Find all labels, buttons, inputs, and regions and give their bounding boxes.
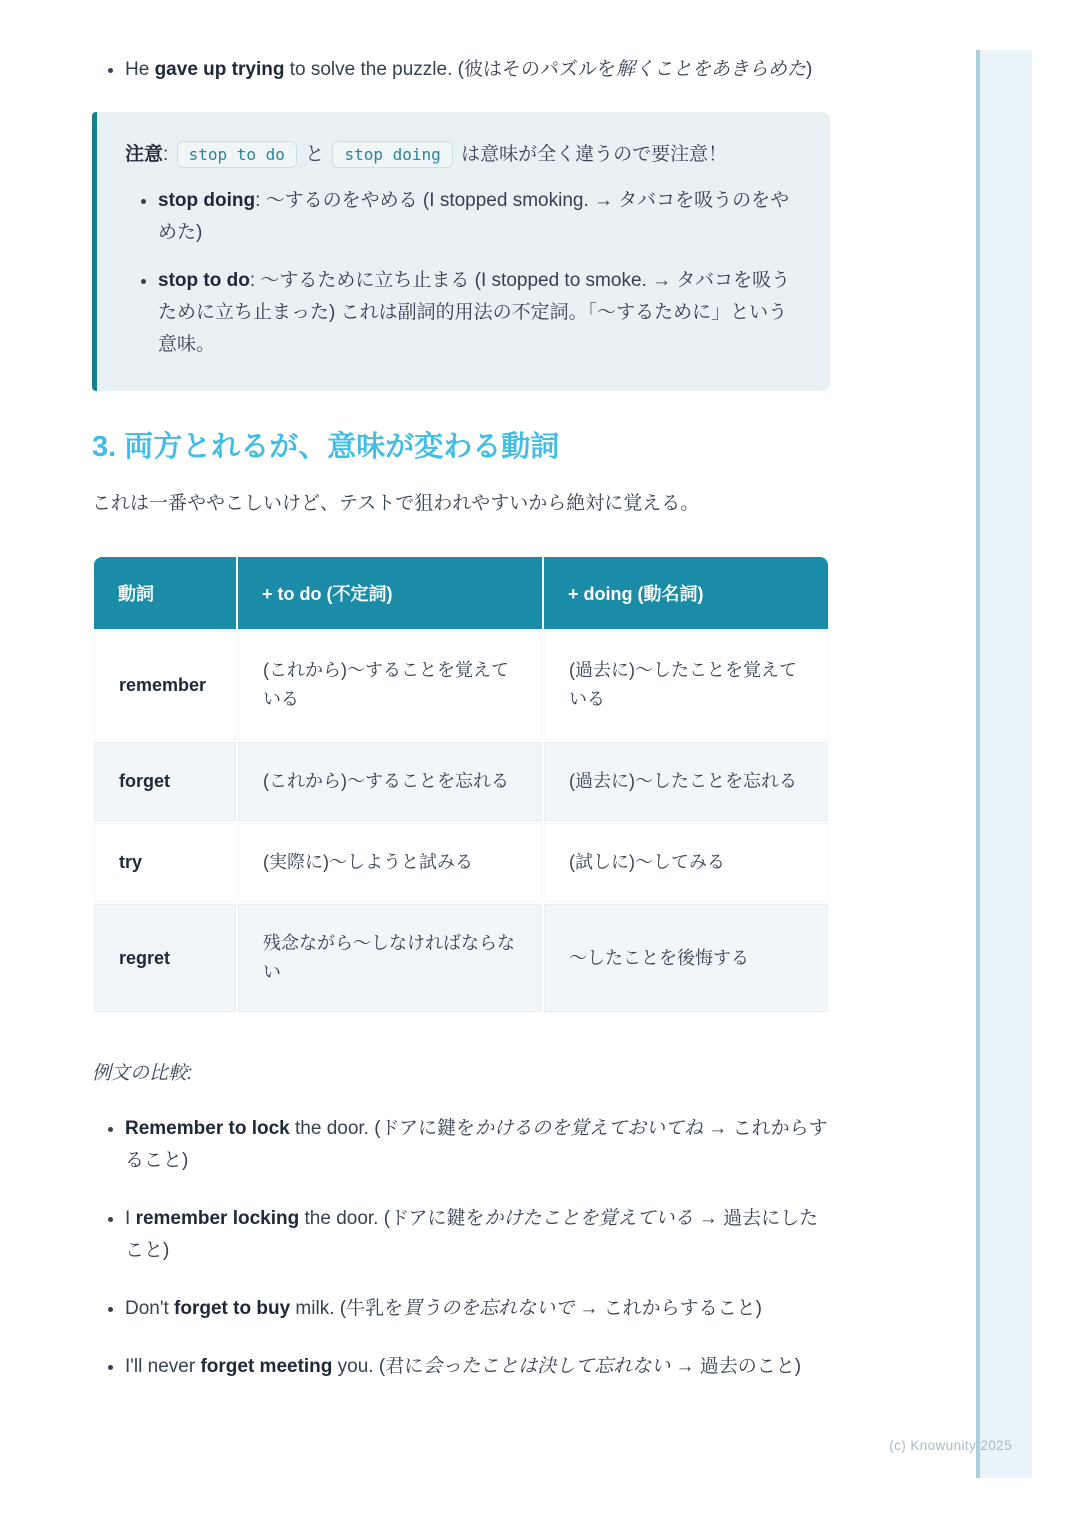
list-item bbox=[158, 265, 800, 361]
note-callout bbox=[92, 112, 830, 391]
table-header-cell: + to do (不定詞) bbox=[238, 557, 542, 629]
note-callout-title bbox=[125, 138, 800, 171]
example-text: to solve the puzzle. (彼はそのパズルを bbox=[284, 59, 616, 80]
table-cell-verb: try bbox=[94, 823, 236, 902]
table-cell-verb: forget bbox=[94, 742, 236, 821]
example-italic: 会ったことは決して忘れない bbox=[423, 1355, 671, 1377]
verbs-table bbox=[92, 555, 830, 1014]
example-text: the door. (ドアに鍵を bbox=[299, 1208, 485, 1230]
example-italic: 買うのを忘れないで bbox=[403, 1297, 575, 1319]
table-header-cell: 動詞 bbox=[94, 557, 236, 629]
section-intro: これは一番ややこしいけど、テストで狙われやすいから絶対に覚える。 bbox=[92, 492, 700, 514]
table-row bbox=[94, 823, 828, 902]
example-italic: かけるのを覚えておいてね bbox=[475, 1118, 704, 1140]
note-bullet-list bbox=[125, 185, 800, 361]
example-text: → 過去のこと) bbox=[670, 1355, 802, 1377]
intro-bullet-list bbox=[92, 54, 830, 86]
term-bold: stop to do bbox=[158, 269, 250, 291]
table-cell: (過去に)〜したことを覚えている bbox=[544, 631, 828, 739]
example-text: He bbox=[125, 59, 155, 80]
document-body bbox=[92, 54, 830, 1383]
example-text: → これからすること) bbox=[125, 1118, 828, 1172]
note-text: と bbox=[299, 143, 330, 165]
example-text: → 過去にしたこと) bbox=[125, 1208, 819, 1261]
example-text: I'll never bbox=[125, 1355, 201, 1377]
example-bold: gave up trying bbox=[154, 59, 285, 80]
table-cell: (これから)〜することを忘れる bbox=[238, 742, 542, 821]
table-row bbox=[94, 742, 828, 821]
list-item bbox=[125, 1293, 830, 1325]
note-text: : bbox=[163, 143, 174, 165]
list-item bbox=[158, 185, 800, 249]
example-bold: forget meeting bbox=[200, 1355, 333, 1377]
example-bold: Remember to lock bbox=[125, 1118, 290, 1140]
section-heading: 3. 両方とれるが、意味が変わる動詞 bbox=[92, 430, 560, 463]
term-text: : 〜するのをやめる (I stopped smoking. → タバコを吸うのをやめた) bbox=[158, 190, 790, 244]
code-span: stop to do bbox=[177, 141, 297, 168]
table-cell: (過去に)〜したことを忘れる bbox=[544, 742, 828, 821]
example-text: you. (君に bbox=[332, 1355, 424, 1377]
list-item bbox=[125, 1203, 830, 1267]
table-cell: (実際に)〜しようと試みる bbox=[238, 823, 542, 902]
table-cell-verb: remember bbox=[94, 631, 236, 739]
example-text: the door. (ドアに鍵を bbox=[289, 1118, 475, 1140]
note-text: は意味が全く違うので要注意！ bbox=[455, 143, 728, 165]
table-row bbox=[94, 904, 828, 1012]
table-header-cell: + doing (動名詞) bbox=[544, 557, 828, 629]
table-header-row bbox=[94, 557, 828, 629]
example-text: ) bbox=[806, 59, 813, 80]
example-text: → これからすること) bbox=[574, 1297, 762, 1319]
code-span: stop doing bbox=[332, 141, 452, 168]
example-bold: remember locking bbox=[135, 1208, 300, 1230]
list-item bbox=[125, 1351, 830, 1383]
term-text: : 〜するために立ち止まる (I stopped to smoke. → タバコを吸うために立ち止まった) これは副詞的用法の不定詞。「〜するために」という意味。 bbox=[158, 269, 791, 355]
list-item bbox=[125, 1113, 830, 1177]
example-italic: 解くことをあきらめた bbox=[615, 59, 806, 80]
note-label: 注意 bbox=[125, 143, 164, 165]
copyright-footer: (c) Knowunity 2025 bbox=[889, 1438, 1012, 1453]
table-cell: 〜したことを後悔する bbox=[544, 904, 828, 1012]
table-row bbox=[94, 631, 828, 739]
example-text: milk. (牛乳を bbox=[290, 1297, 404, 1319]
examples-list bbox=[92, 1113, 830, 1382]
example-italic: かけたことを覚えている bbox=[484, 1208, 694, 1230]
table-cell-verb: regret bbox=[94, 904, 236, 1012]
term-bold: stop doing bbox=[158, 190, 256, 212]
examples-label: 例文の比較: bbox=[92, 1063, 193, 1085]
table-cell: 残念ながら〜しなければならない bbox=[238, 904, 542, 1012]
table-cell: (これから)〜することを覚えている bbox=[238, 631, 542, 739]
example-text: Don't bbox=[125, 1297, 175, 1319]
example-text: I bbox=[125, 1208, 136, 1230]
example-bold: forget to buy bbox=[174, 1297, 291, 1319]
right-side-panel bbox=[976, 50, 1032, 1478]
list-item bbox=[125, 54, 830, 86]
table-cell: (試しに)〜してみる bbox=[544, 823, 828, 902]
